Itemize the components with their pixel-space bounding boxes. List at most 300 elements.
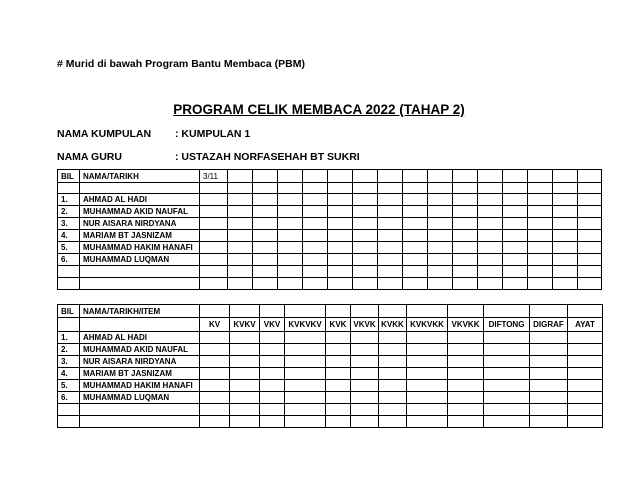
table-cell (285, 305, 326, 318)
table-cell (353, 266, 378, 278)
table-row (58, 416, 603, 428)
table-cell (448, 368, 484, 380)
table-cell (328, 183, 353, 194)
row-number: 6. (58, 254, 80, 266)
table-cell (578, 266, 602, 278)
table-cell (285, 356, 326, 368)
student-row (58, 206, 602, 218)
table-cell (448, 392, 484, 404)
table-cell (58, 318, 80, 332)
student-name: NUR AISARA NIRDYANA (80, 356, 200, 368)
table-cell (230, 380, 260, 392)
table-cell (448, 356, 484, 368)
table-cell (503, 242, 528, 254)
table-cell (326, 416, 351, 428)
table-cell (428, 206, 453, 218)
date-header (578, 170, 602, 183)
table-cell (285, 416, 326, 428)
table-cell (553, 218, 578, 230)
table-cell (351, 416, 379, 428)
table-cell (58, 183, 80, 194)
table-cell (378, 278, 403, 290)
table-cell (378, 230, 403, 242)
date-header (403, 170, 428, 183)
table-cell (530, 356, 568, 368)
table-cell (568, 416, 603, 428)
table-cell (403, 254, 428, 266)
table-cell (403, 206, 428, 218)
table-cell (503, 194, 528, 206)
reading-item-table (57, 304, 603, 428)
item-header: VKV (260, 318, 285, 332)
table-cell (200, 230, 228, 242)
table-cell (353, 183, 378, 194)
row-number: 5. (58, 242, 80, 254)
table-cell (328, 218, 353, 230)
table-cell (285, 332, 326, 344)
table-cell (200, 368, 230, 380)
table-cell (484, 344, 530, 356)
table-cell (328, 242, 353, 254)
table-cell (503, 254, 528, 266)
table-cell (230, 356, 260, 368)
table-cell (568, 380, 603, 392)
table-cell (428, 194, 453, 206)
student-name: MUHAMMAD AKID NAUFAL (80, 344, 200, 356)
table-cell (253, 266, 278, 278)
table-cell (403, 266, 428, 278)
student-name: MARIAM BT JASNIZAM (80, 230, 200, 242)
table-cell (230, 416, 260, 428)
table-cell (478, 194, 503, 206)
col-bil-header: BIL (58, 170, 80, 183)
table-cell (578, 254, 602, 266)
row-number: 2. (58, 344, 80, 356)
table-cell (379, 332, 407, 344)
table-cell (407, 368, 448, 380)
table-cell (328, 266, 353, 278)
table-cell (326, 356, 351, 368)
col-bil-header: BIL (58, 305, 80, 318)
student-name: MUHAMMAD HAKIM HANAFI (80, 242, 200, 254)
table-cell (326, 368, 351, 380)
student-row (58, 194, 602, 206)
table-cell (403, 218, 428, 230)
table-cell (428, 266, 453, 278)
table-cell (200, 206, 228, 218)
table-cell (407, 392, 448, 404)
row-number: 5. (58, 380, 80, 392)
table-cell (200, 380, 230, 392)
row-number: 4. (58, 368, 80, 380)
table-cell (351, 344, 379, 356)
item-header: KVKK (379, 318, 407, 332)
table-cell (278, 278, 303, 290)
student-row (58, 218, 602, 230)
table-cell (568, 392, 603, 404)
table-cell (253, 254, 278, 266)
table-cell (503, 266, 528, 278)
table-cell (484, 368, 530, 380)
table-cell (407, 380, 448, 392)
table-cell (285, 404, 326, 416)
table-cell (484, 392, 530, 404)
table-cell (407, 305, 448, 318)
table-cell (328, 206, 353, 218)
table-cell (200, 404, 230, 416)
table-cell (278, 218, 303, 230)
table-cell (353, 230, 378, 242)
table-cell (528, 218, 553, 230)
table-cell (530, 404, 568, 416)
table-cell (253, 242, 278, 254)
table-cell (484, 380, 530, 392)
table-cell (260, 392, 285, 404)
table-cell (228, 218, 253, 230)
table-cell (530, 416, 568, 428)
item-header: KVK (326, 318, 351, 332)
row-number: 1. (58, 194, 80, 206)
table-cell (326, 392, 351, 404)
table-cell (578, 230, 602, 242)
table-cell (200, 392, 230, 404)
table-cell (353, 218, 378, 230)
table-cell (568, 332, 603, 344)
item-header: KV (200, 318, 230, 332)
table-cell (58, 266, 80, 278)
table-cell (351, 380, 379, 392)
table-cell (200, 183, 228, 194)
table-cell (403, 183, 428, 194)
table-cell (303, 242, 328, 254)
date-header (228, 170, 253, 183)
student-name: AHMAD AL HADI (80, 194, 200, 206)
table-cell (407, 404, 448, 416)
table-cell (303, 206, 328, 218)
date-header (353, 170, 378, 183)
table-cell (200, 416, 230, 428)
table-cell (379, 356, 407, 368)
table-cell (200, 305, 230, 318)
table-cell (407, 344, 448, 356)
row-number: 6. (58, 392, 80, 404)
table-cell (528, 278, 553, 290)
table-cell (228, 242, 253, 254)
table-cell (530, 332, 568, 344)
table-cell (378, 194, 403, 206)
table-cell (478, 183, 503, 194)
table-cell (378, 218, 403, 230)
table-cell (448, 404, 484, 416)
date-header (303, 170, 328, 183)
student-name: MARIAM BT JASNIZAM (80, 368, 200, 380)
table-cell (80, 278, 200, 290)
student-row (58, 344, 603, 356)
table-cell (230, 392, 260, 404)
table-cell (553, 194, 578, 206)
date-header (278, 170, 303, 183)
table-cell (528, 254, 553, 266)
table-cell (351, 332, 379, 344)
table-cell (403, 278, 428, 290)
table-cell (285, 380, 326, 392)
table-cell (200, 332, 230, 344)
table-header-row (58, 170, 602, 183)
table-cell (528, 266, 553, 278)
table-cell (230, 404, 260, 416)
table-cell (230, 344, 260, 356)
table-cell (228, 278, 253, 290)
item-header: VKVK (351, 318, 379, 332)
table-cell (568, 344, 603, 356)
table-cell (200, 218, 228, 230)
pbm-note: # Murid di bawah Program Bantu Membaca (PBM) (57, 58, 305, 70)
table-cell (484, 356, 530, 368)
table-cell (503, 230, 528, 242)
table-cell (326, 332, 351, 344)
table-cell (278, 230, 303, 242)
table-cell (303, 194, 328, 206)
table-cell (578, 242, 602, 254)
table-cell (353, 278, 378, 290)
student-name: NUR AISARA NIRDYANA (80, 218, 200, 230)
table-cell (80, 318, 200, 332)
table-cell (200, 266, 228, 278)
table-cell (230, 332, 260, 344)
table-cell (484, 404, 530, 416)
table-cell (453, 266, 478, 278)
table-cell (351, 368, 379, 380)
table-cell (530, 368, 568, 380)
table-cell (453, 194, 478, 206)
table-cell (448, 305, 484, 318)
table-cell (478, 206, 503, 218)
table-header-row (58, 305, 603, 318)
table-cell (326, 344, 351, 356)
date-header (253, 170, 278, 183)
table-cell (379, 380, 407, 392)
table-cell (285, 368, 326, 380)
table-cell (200, 344, 230, 356)
table-cell (326, 404, 351, 416)
table-cell (448, 344, 484, 356)
table-cell (303, 278, 328, 290)
table-cell (200, 356, 230, 368)
table-cell (528, 183, 553, 194)
table-cell (503, 218, 528, 230)
row-number: 4. (58, 230, 80, 242)
table-cell (80, 404, 200, 416)
table-cell (353, 206, 378, 218)
table-cell (351, 356, 379, 368)
student-row (58, 242, 602, 254)
table-cell (528, 242, 553, 254)
table-cell (303, 266, 328, 278)
table-row (58, 183, 602, 194)
table-cell (58, 278, 80, 290)
student-name: MUHAMMAD AKID NAUFAL (80, 206, 200, 218)
table-cell (530, 344, 568, 356)
table-cell (578, 278, 602, 290)
table-cell (379, 416, 407, 428)
col-nama-header: NAMA/TARIKH (80, 170, 200, 183)
table-cell (285, 392, 326, 404)
table-cell (378, 183, 403, 194)
table-cell (353, 242, 378, 254)
table-cell (328, 194, 353, 206)
table-cell (568, 356, 603, 368)
table-cell (503, 206, 528, 218)
table-cell (260, 332, 285, 344)
table-cell (578, 183, 602, 194)
row-number: 3. (58, 218, 80, 230)
table-cell (278, 206, 303, 218)
table-cell (453, 206, 478, 218)
table-cell (353, 194, 378, 206)
row-number: 1. (58, 332, 80, 344)
col-nama-header: NAMA/TARIKH/ITEM (80, 305, 200, 318)
student-row (58, 230, 602, 242)
table-cell (200, 254, 228, 266)
date-header (328, 170, 353, 183)
table-row (58, 266, 602, 278)
table-cell (478, 218, 503, 230)
table-cell (200, 194, 228, 206)
table-cell (260, 404, 285, 416)
student-row (58, 392, 603, 404)
table-cell (578, 206, 602, 218)
guru-value: : USTAZAH NORFASEHAH BT SUKRI (175, 151, 360, 163)
table-cell (503, 278, 528, 290)
item-header: DIFTONG (484, 318, 530, 332)
table-cell (378, 266, 403, 278)
table-cell (403, 242, 428, 254)
date-header (428, 170, 453, 183)
item-header: AYAT (568, 318, 603, 332)
table-cell (278, 266, 303, 278)
kumpulan-label: NAMA KUMPULAN (57, 128, 152, 140)
table-cell (428, 242, 453, 254)
table-cell (303, 230, 328, 242)
table-cell (260, 344, 285, 356)
date-header (553, 170, 578, 183)
table-cell (253, 206, 278, 218)
table-cell (278, 254, 303, 266)
table-cell (453, 230, 478, 242)
table-cell (378, 242, 403, 254)
table-header-row (58, 318, 603, 332)
item-header: KVKVKK (407, 318, 448, 332)
table-cell (303, 183, 328, 194)
table-row (58, 404, 603, 416)
table-cell (448, 416, 484, 428)
table-cell (378, 254, 403, 266)
table-cell (528, 206, 553, 218)
table-cell (228, 183, 253, 194)
table-cell (568, 305, 603, 318)
table-cell (568, 368, 603, 380)
table-cell (228, 194, 253, 206)
table-cell (428, 278, 453, 290)
table-cell (228, 206, 253, 218)
table-cell (478, 230, 503, 242)
table-cell (260, 368, 285, 380)
table-cell (260, 356, 285, 368)
table-cell (253, 194, 278, 206)
table-cell (328, 278, 353, 290)
table-cell (278, 194, 303, 206)
table-cell (403, 230, 428, 242)
student-name: MUHAMMAD LUQMAN (80, 392, 200, 404)
table-cell (326, 305, 351, 318)
table-cell (353, 254, 378, 266)
student-row (58, 368, 603, 380)
item-header: KVKV (230, 318, 260, 332)
table-cell (351, 305, 379, 318)
table-cell (260, 305, 285, 318)
table-cell (553, 254, 578, 266)
table-cell (530, 380, 568, 392)
table-cell (578, 218, 602, 230)
table-cell (253, 183, 278, 194)
table-cell (453, 183, 478, 194)
table-cell (428, 183, 453, 194)
student-row (58, 356, 603, 368)
table-cell (378, 206, 403, 218)
table-cell (230, 368, 260, 380)
table-cell (407, 332, 448, 344)
table-cell (351, 392, 379, 404)
table-cell (260, 380, 285, 392)
table-cell (503, 183, 528, 194)
table-cell (228, 254, 253, 266)
table-cell (80, 266, 200, 278)
table-cell (478, 254, 503, 266)
item-header: VKVKK (448, 318, 484, 332)
table-cell (484, 305, 530, 318)
table-cell (428, 254, 453, 266)
table-cell (530, 392, 568, 404)
table-cell (553, 242, 578, 254)
table-cell (553, 206, 578, 218)
item-header: KVKVKV (285, 318, 326, 332)
table-cell (528, 230, 553, 242)
table-cell (448, 332, 484, 344)
table-cell (453, 218, 478, 230)
table-cell (253, 278, 278, 290)
table-cell (260, 416, 285, 428)
student-name: MUHAMMAD LUQMAN (80, 254, 200, 266)
table-cell (484, 332, 530, 344)
table-cell (379, 404, 407, 416)
table-cell (530, 305, 568, 318)
table-cell (403, 194, 428, 206)
row-number: 3. (58, 356, 80, 368)
table-cell (200, 278, 228, 290)
kumpulan-value: : KUMPULAN 1 (175, 128, 251, 140)
table-cell (80, 416, 200, 428)
table-cell (428, 230, 453, 242)
table-cell (278, 242, 303, 254)
table-cell (407, 356, 448, 368)
table-cell (328, 254, 353, 266)
table-cell (303, 254, 328, 266)
table-cell (453, 278, 478, 290)
table-cell (553, 266, 578, 278)
table-cell (328, 230, 353, 242)
table-cell (568, 404, 603, 416)
date-header: 3/11 (200, 170, 228, 183)
